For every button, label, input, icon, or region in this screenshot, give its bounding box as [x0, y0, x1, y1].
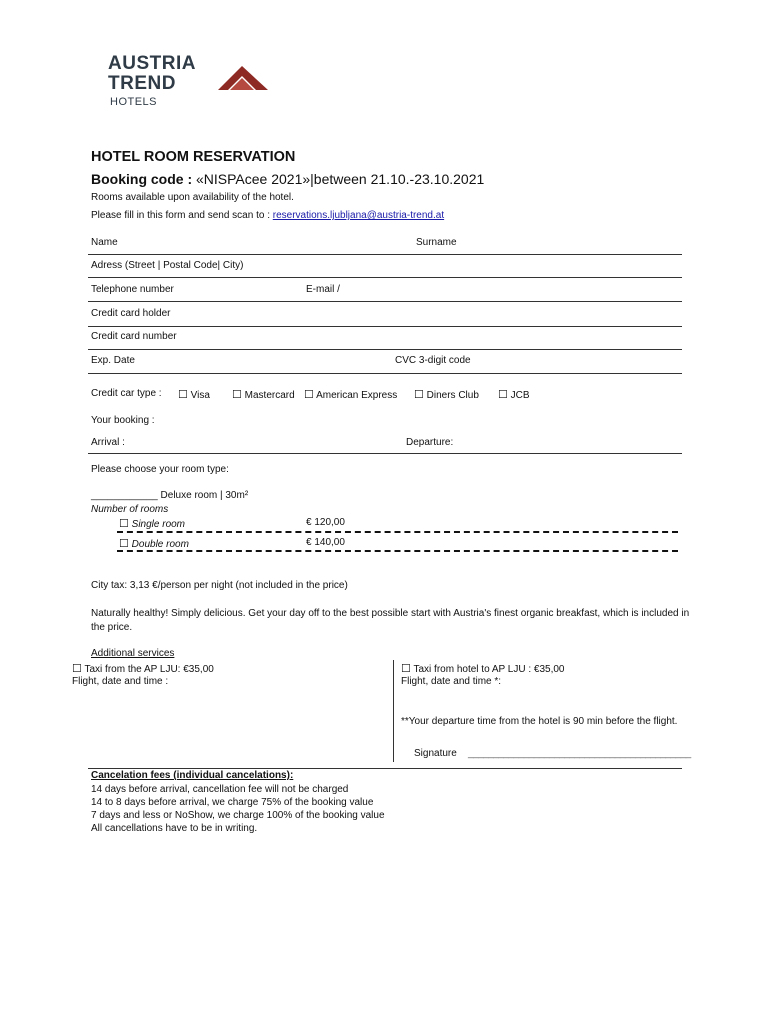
single-room-price: € 120,00 — [306, 517, 345, 528]
city-tax-note: City tax: 3,13 €/person per night (not included in the price) — [91, 580, 348, 591]
additional-services-title: Additional services — [91, 648, 175, 659]
cancellation-line: 14 to 8 days before arrival, we charge 75% of the booking value — [91, 797, 374, 808]
exp-date-field-line[interactable] — [88, 373, 682, 374]
checkbox-icon[interactable]: ☐ — [498, 389, 508, 401]
checkbox-icon[interactable]: ☐ — [232, 389, 242, 401]
booking-code-label: Booking code : — [91, 171, 196, 187]
departure-time-note: **Your departure time from the hotel is 90 min before the flight. — [401, 716, 678, 727]
double-room-option[interactable]: ☐ Double room — [119, 538, 189, 550]
card-number-label: Credit card number — [91, 331, 177, 342]
double-room-divider — [117, 550, 678, 552]
name-label: Name — [91, 237, 118, 248]
instruction-text — [91, 210, 444, 221]
logo-line-trend: TREND — [108, 73, 176, 94]
number-of-rooms-label: Number of rooms — [91, 504, 169, 515]
card-number-field-line[interactable] — [88, 349, 682, 350]
booking-code-value: «NISPAcee 2021»|between 21.10.-23.10.2021 — [196, 171, 485, 187]
signature-label: Signature — [414, 748, 457, 759]
arrival-label: Arrival : — [91, 437, 125, 448]
checkbox-icon[interactable]: ☐ — [178, 389, 188, 401]
taxi-to-airport-option[interactable]: ☐ Taxi from hotel to AP LJU : €35,00 — [401, 663, 565, 675]
checkbox-icon[interactable]: ☐ — [414, 389, 424, 401]
email-label: E-mail / — [306, 284, 340, 295]
cancellation-line: 14 days before arrival, cancellation fee will not be charged — [91, 784, 349, 795]
card-type-label: Credit car type : — [91, 388, 162, 399]
double-room-price: € 140,00 — [306, 537, 345, 548]
address-label: Adress (Street | Postal Code| City) — [91, 260, 244, 271]
booking-code — [91, 171, 484, 187]
cancellation-line: 7 days and less or NoShow, we charge 100% of the booking value — [91, 810, 385, 821]
card-option-visa[interactable]: ☐ Visa — [178, 389, 210, 401]
flight-right-label: Flight, date and time *: — [401, 676, 502, 687]
breakfast-note: Naturally healthy! Simply delicious. Get your day off to the best possible start with Austria's finest organic breakfast, which is included in the price. — [91, 608, 690, 633]
taxi-from-airport-option[interactable]: ☐ Taxi from the AP LJU: €35,00 — [72, 663, 214, 675]
cvc-label: CVC 3-digit code — [395, 355, 471, 366]
logo-mountain-icon — [216, 64, 270, 92]
signature-line[interactable]: ____________________________________________ — [468, 748, 691, 759]
exp-date-label: Exp. Date — [91, 355, 135, 366]
name-field-line[interactable] — [88, 254, 682, 255]
reservation-email-link[interactable]: reservations.ljubljana@austria-trend.at — [272, 210, 445, 221]
cancellation-title: Cancelation fees (individual cancelations): — [91, 770, 294, 781]
availability-note: Rooms available upon availability of the hotel. — [91, 192, 294, 203]
checkbox-icon[interactable]: ☐ — [401, 663, 411, 675]
checkbox-icon[interactable]: ☐ — [304, 389, 314, 401]
single-room-option[interactable]: ☐ Single room — [119, 518, 186, 530]
flight-left-label: Flight, date and time : — [72, 676, 169, 687]
departure-label: Departure: — [406, 437, 454, 448]
room-quantity-blank[interactable]: ____________ — [91, 490, 158, 501]
card-option-diners[interactable]: ☐ Diners Club — [414, 389, 479, 401]
telephone-label: Telephone number — [91, 284, 174, 295]
room-type-label: Deluxe room | 30m² — [160, 490, 249, 501]
surname-label: Surname — [416, 237, 457, 248]
room-type-prompt: Please choose your room type: — [91, 464, 229, 475]
arrival-field-line[interactable] — [88, 453, 682, 454]
your-booking-label: Your booking : — [91, 415, 155, 426]
single-room-divider — [117, 531, 678, 533]
card-option-amex[interactable]: ☐ American Express — [304, 389, 398, 401]
card-option-jcb[interactable]: ☐ JCB — [498, 389, 530, 401]
checkbox-icon[interactable]: ☐ — [72, 663, 82, 675]
cancellation-line: All cancellations have to be in writing. — [91, 823, 258, 834]
instruction-label: Please fill in this form and send scan to : — [91, 210, 273, 221]
room-type-row — [91, 490, 248, 501]
card-holder-label: Credit card holder — [91, 308, 171, 319]
logo-line-austria: AUSTRIA — [108, 53, 196, 74]
services-divider — [393, 660, 394, 762]
telephone-field-line[interactable] — [88, 301, 682, 302]
checkbox-icon[interactable]: ☐ — [119, 518, 129, 530]
cancellation-divider — [88, 768, 682, 769]
page-title: HOTEL ROOM RESERVATION — [91, 149, 296, 165]
checkbox-icon[interactable]: ☐ — [119, 538, 129, 550]
address-field-line[interactable] — [88, 277, 682, 278]
card-holder-field-line[interactable] — [88, 326, 682, 327]
card-option-mastercard[interactable]: ☐ Mastercard — [232, 389, 295, 401]
logo-line-hotels: HOTELS — [110, 96, 158, 108]
